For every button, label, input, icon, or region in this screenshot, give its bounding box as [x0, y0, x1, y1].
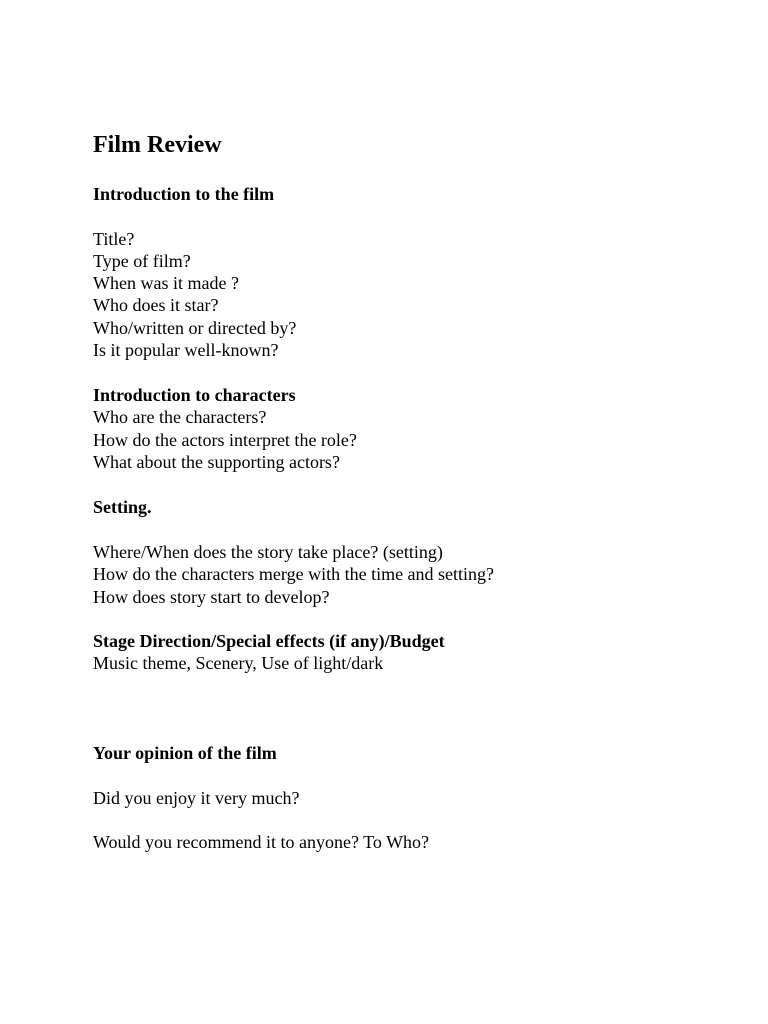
document-title: Film Review — [93, 132, 222, 158]
section-heading-setting: Setting. — [93, 497, 152, 517]
question-line: Who does it star? — [93, 295, 219, 315]
question-line: Did you enjoy it very much? — [93, 788, 300, 808]
question-line: Who are the characters? — [93, 407, 267, 427]
question-line: Music theme, Scenery, Use of light/dark — [93, 653, 384, 673]
question-line: Where/When does the story take place? (setting) — [93, 542, 443, 562]
question-line: Title? — [93, 229, 135, 249]
section-heading-your-opinion: Your opinion of the film — [93, 743, 277, 763]
question-line: Type of film? — [93, 251, 191, 271]
section-heading-introduction-characters: Introduction to characters — [93, 385, 296, 405]
question-line: How does story start to develop? — [93, 587, 330, 607]
section-heading-introduction-film: Introduction to the film — [93, 184, 275, 204]
question-line: How do the characters merge with the time and setting? — [93, 564, 495, 584]
question-line: Would you recommend it to anyone? To Who? — [93, 832, 430, 852]
question-line: How do the actors interpret the role? — [93, 430, 357, 450]
question-line: Is it popular well-known? — [93, 340, 279, 360]
document-page — [93, 0, 733, 1024]
section-heading-stage-direction: Stage Direction/Special effects (if any)/Budget — [93, 631, 445, 651]
question-line: What about the supporting actors? — [93, 452, 340, 472]
question-line: When was it made ? — [93, 273, 239, 293]
question-line: Who/written or directed by? — [93, 318, 297, 338]
